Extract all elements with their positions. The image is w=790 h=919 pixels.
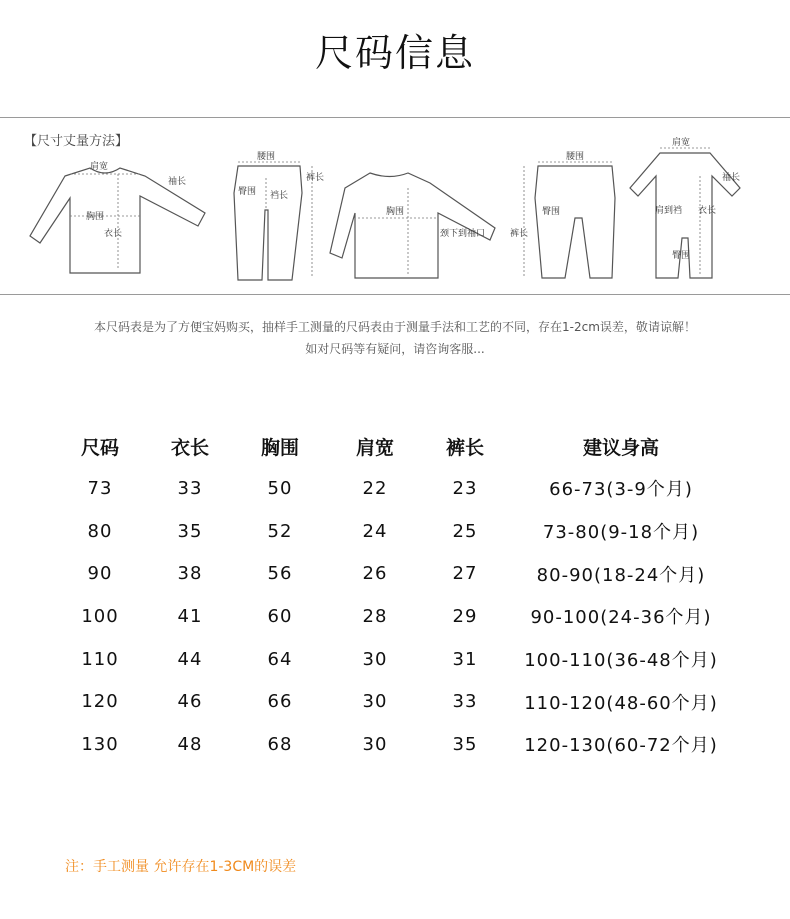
measurement-footnote: 注：手工测量 允许存在1-3CM的误差 — [65, 859, 297, 875]
cell-pants-length: 29 — [452, 605, 478, 627]
cell-pants-length: 31 — [452, 648, 478, 670]
baby-pants-outline — [535, 166, 615, 278]
cell-shoulder: 28 — [362, 605, 388, 627]
cell-height: 80-90(18-24个月) — [536, 564, 706, 586]
size-table — [55, 425, 737, 766]
diagram-label-sleeve-2: 袖长 — [722, 173, 741, 183]
diagram-label-sleeve: 袖长 — [168, 177, 187, 187]
cell-pants-length: 25 — [452, 520, 478, 542]
cell-pants-length: 33 — [452, 691, 478, 713]
cell-shoulder: 22 — [362, 477, 388, 499]
cell-chest: 50 — [267, 477, 293, 499]
table-row — [55, 552, 737, 595]
diagram-label-shoulder-2: 肩宽 — [672, 138, 691, 148]
diagram-label-pants-length-2: 裤长 — [510, 229, 529, 239]
diagram-label-waist: 腰围 — [257, 152, 276, 162]
diagram-label-waist-2: 腰围 — [566, 152, 585, 162]
cell-height: 73-80(9-18个月) — [542, 522, 700, 544]
raglan-top-outline — [330, 173, 495, 278]
header-pants-length: 裤长 — [445, 436, 484, 459]
cell-shoulder: 30 — [362, 733, 388, 755]
cell-length: 46 — [177, 691, 203, 713]
diagram-label-crotch: 裆长 — [270, 191, 289, 201]
cell-chest: 60 — [267, 605, 293, 627]
header-chest: 胸围 — [260, 436, 299, 459]
cell-height: 66-73(3-9个月) — [549, 479, 693, 501]
cell-size: 100 — [81, 605, 119, 627]
cell-chest: 66 — [267, 691, 293, 713]
cell-size: 80 — [87, 520, 113, 542]
cell-length: 41 — [177, 605, 203, 627]
cell-height: 110-120(48-60个月) — [524, 692, 718, 714]
cell-shoulder: 30 — [362, 691, 388, 713]
measurement-diagram-panel — [0, 117, 790, 295]
cell-length: 38 — [177, 563, 203, 585]
cell-pants-length: 23 — [452, 477, 478, 499]
cell-chest: 52 — [267, 520, 293, 542]
size-table-header-row — [55, 425, 737, 467]
diagram-label-shoulder: 肩宽 — [90, 162, 109, 172]
cell-size: 90 — [87, 563, 113, 585]
cell-chest: 56 — [267, 563, 293, 585]
disclaimer-line-2: 如对尺码等有疑问，请咨询客服... — [305, 342, 485, 356]
cell-size: 130 — [81, 733, 119, 755]
disclaimer-notes — [0, 316, 790, 360]
cell-size: 110 — [81, 648, 119, 670]
diagram-label-chest: 胸围 — [86, 212, 105, 222]
diagram-label-length-2: 衣长 — [698, 206, 717, 216]
disclaimer-line-1: 本尺码表是为了方便宝妈购买，抽样手工测量的尺码表由于测量手法和工艺的不同，存在1-2cm误差，敬请谅解！ — [94, 320, 696, 334]
cell-length: 44 — [177, 648, 203, 670]
diagram-label-hip-3: 臀围 — [672, 251, 691, 261]
diagram-label-hip-2: 臀围 — [542, 207, 561, 217]
cell-length: 33 — [177, 477, 203, 499]
diagram-label-chest-2: 胸围 — [386, 207, 405, 217]
cell-height: 90-100(24-36个月) — [530, 607, 712, 629]
header-length: 衣长 — [170, 436, 209, 459]
header-suggested-height: 建议身高 — [582, 436, 659, 459]
diagram-label-length: 衣长 — [104, 229, 123, 239]
table-row — [55, 510, 737, 553]
cell-pants-length: 27 — [452, 563, 478, 585]
cell-chest: 64 — [267, 648, 293, 670]
cell-shoulder: 24 — [362, 520, 388, 542]
cell-pants-length: 35 — [452, 733, 478, 755]
table-row — [55, 595, 737, 638]
cell-size: 73 — [87, 477, 113, 499]
cell-size: 120 — [81, 691, 119, 713]
diagram-label-hip: 臀围 — [238, 187, 257, 197]
cell-length: 35 — [177, 520, 203, 542]
pants-garment-outline — [234, 166, 302, 280]
diagram-label-neck-to-cuff: 颈下到袖口 — [440, 229, 486, 239]
cell-length: 48 — [177, 733, 203, 755]
diagram-label-shoulder-to-crotch: 肩到裆 — [655, 206, 683, 216]
header-shoulder: 肩宽 — [355, 436, 394, 459]
header-size: 尺码 — [80, 436, 119, 459]
cell-height: 100-110(36-48个月) — [524, 650, 718, 672]
page-title: 尺码信息 — [314, 31, 475, 75]
cell-height: 120-130(60-72个月) — [524, 735, 718, 757]
table-row — [55, 680, 737, 723]
cell-chest: 68 — [267, 733, 293, 755]
table-row — [55, 638, 737, 681]
table-row — [55, 723, 737, 766]
table-row — [55, 467, 737, 510]
diagram-label-pants-length: 裤长 — [306, 173, 325, 183]
cell-shoulder: 26 — [362, 563, 388, 585]
cell-shoulder: 30 — [362, 648, 388, 670]
measurement-method-label: 【尺寸丈量方法】 — [24, 134, 129, 149]
measurement-illustrations — [0, 118, 790, 296]
